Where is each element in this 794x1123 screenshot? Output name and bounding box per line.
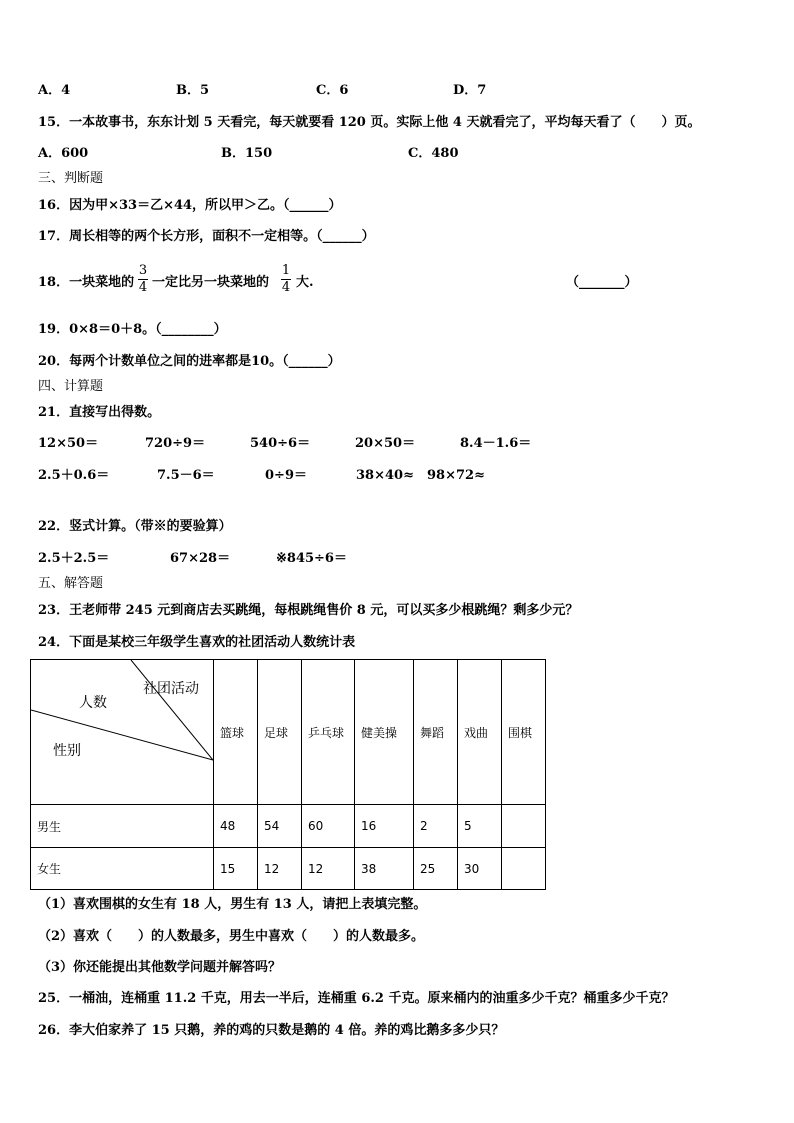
table-cell: 12: [302, 848, 355, 890]
table-cell: 54: [258, 805, 302, 848]
q15-option-b: B．150: [221, 146, 273, 161]
question-23: 23．王老师带 245 元到商店去买跳绳，每根跳绳售价 8 元，可以买多少根跳绳？剩多少元？: [38, 603, 579, 618]
q14-option-a: A．4: [38, 83, 71, 98]
column-header: 戏曲: [458, 660, 502, 805]
calc-item: 98×72≈: [427, 468, 485, 483]
table-cell: 5: [458, 805, 502, 848]
header-label-gender: 性别: [53, 743, 81, 759]
calc-item: 720÷9＝: [145, 436, 206, 451]
question-24-title: 24．下面是某校三年级学生喜欢的社团活动人数统计表: [38, 635, 356, 650]
q15-option-a: A．600: [38, 146, 89, 161]
question-18-middle: 一定比另一块菜地的: [152, 275, 270, 290]
q18-fraction-2-denominator: 4: [281, 280, 291, 295]
q18-fraction-1-denominator: 4: [138, 280, 148, 295]
question-16: 16．因为甲×33＝乙×44，所以甲＞乙。（______）: [38, 198, 342, 213]
table-cell: 30: [458, 848, 502, 890]
q14-option-c: C．6: [316, 83, 349, 98]
table-cell: 12: [258, 848, 302, 890]
calc-item: 0÷9＝: [265, 468, 307, 483]
column-header: 围棋: [502, 660, 546, 805]
row-label: 女生: [31, 848, 214, 890]
calc-item: 540÷6＝: [250, 436, 311, 451]
table-cell: 38: [355, 848, 414, 890]
table-cell: 25: [414, 848, 458, 890]
column-header: 健美操: [355, 660, 414, 805]
calc-item: 20×50＝: [355, 436, 416, 451]
vertical-calc-item: 67×28＝: [170, 551, 231, 566]
table-cell-empty[interactable]: [502, 848, 546, 890]
table-row: [31, 805, 546, 848]
q18-fraction-1: [137, 264, 149, 295]
club-statistics-table: [30, 659, 546, 890]
calc-item: 8.4－1.6＝: [460, 436, 532, 451]
table-diagonal-header: [31, 660, 214, 805]
calc-item: 12×50＝: [38, 436, 99, 451]
column-header: 篮球: [214, 660, 258, 805]
question-22-title: 22．竖式计算。（带※的要验算）: [38, 519, 232, 534]
table-cell: 15: [214, 848, 258, 890]
table-cell: 48: [214, 805, 258, 848]
question-24-sub-3: （3）你还能提出其他数学问题并解答吗？: [38, 960, 282, 975]
q18-fraction-2: [280, 264, 292, 295]
column-header: 乒乓球: [302, 660, 355, 805]
question-24-sub-2: （2）喜欢（ ）的人数最多，男生中喜欢（ ）的人数最多。: [38, 929, 425, 944]
q18-fraction-2-numerator: 1: [281, 263, 291, 278]
calc-item: 2.5＋0.6＝: [38, 468, 110, 483]
calc-item: 38×40≈: [356, 468, 414, 483]
q14-option-b: B．5: [176, 83, 210, 98]
question-19: 19．0×8＝0＋8。（________）: [38, 322, 227, 337]
header-label-activity: 社团活动: [143, 681, 199, 697]
question-18-suffix: 大.: [296, 275, 314, 290]
table-cell: 2: [414, 805, 458, 848]
section-5-heading: 五、解答题: [38, 576, 104, 591]
section-4-heading: 四、计算题: [38, 379, 104, 394]
question-21-title: 21．直接写出得数。: [38, 405, 161, 420]
question-18-blank: （_______）: [566, 275, 638, 290]
question-24-sub-1: （1）喜欢围棋的女生有 18 人，男生有 13 人，请把上表填完整。: [38, 897, 427, 912]
table-cell: 16: [355, 805, 414, 848]
question-20: 20．每两个计数单位之间的进率都是10。（______）: [38, 354, 341, 369]
question-15: 15．一本故事书，东东计划 5 天看完，每天就要看 120 页。实际上他 4 天就看完了，平均每天看了（ ）页。: [38, 115, 701, 130]
question-26: 26．李大伯家养了 15 只鹅，养的鸡的只数是鹅的 4 倍。养的鸡比鹅多多少只？: [38, 1023, 505, 1038]
column-header: 舞蹈: [414, 660, 458, 805]
q15-option-c: C．480: [408, 146, 459, 161]
header-label-count: 人数: [79, 695, 107, 711]
q18-fraction-1-numerator: 3: [138, 263, 148, 278]
row-label: 男生: [31, 805, 214, 848]
vertical-calc-item: ※845÷6＝: [276, 551, 347, 566]
question-25: 25．一桶油，连桶重 11.2 千克，用去一半后，连桶重 6.2 千克。原来桶内的油重多少千克？桶重多少千克？: [38, 991, 675, 1006]
question-18-prefix: 18．一块菜地的: [38, 275, 135, 290]
q14-option-d: D．7: [453, 83, 487, 98]
vertical-calc-item: 2.5＋2.5＝: [38, 551, 110, 566]
section-3-heading: 三、判断题: [38, 171, 104, 186]
calc-item: 7.5－6＝: [157, 468, 215, 483]
table-cell-empty[interactable]: [502, 805, 546, 848]
table-row: [31, 848, 546, 890]
column-header: 足球: [258, 660, 302, 805]
table-cell: 60: [302, 805, 355, 848]
question-17: 17．周长相等的两个长方形，面积不一定相等。（______）: [38, 229, 375, 244]
